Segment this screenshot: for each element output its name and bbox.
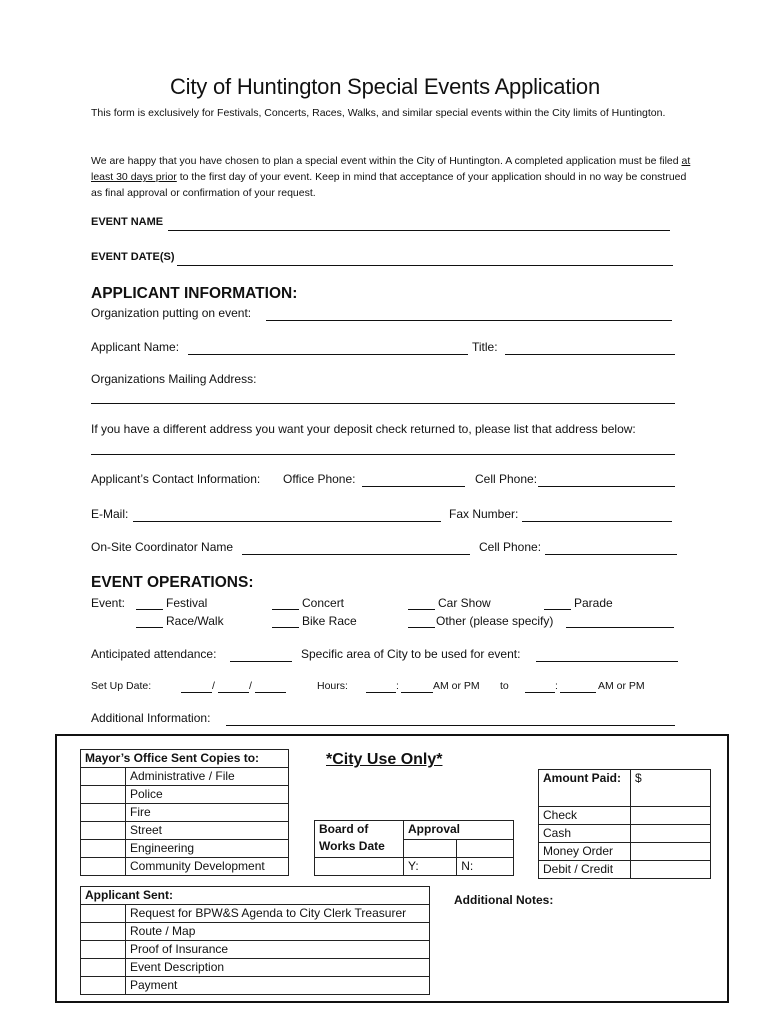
payment-check-cell[interactable] xyxy=(631,825,711,843)
mayor-row-label: Fire xyxy=(126,804,289,822)
concert-checkline[interactable] xyxy=(272,609,299,610)
applicant-info-heading: APPLICANT INFORMATION: xyxy=(91,285,298,302)
approval-label: Approval xyxy=(404,821,514,840)
fax-field[interactable] xyxy=(522,521,672,522)
hours-end-hour-field[interactable] xyxy=(525,692,555,693)
event-name-label: EVENT NAME xyxy=(91,216,164,228)
concert-option: Concert xyxy=(302,596,345,610)
intro-text-b: to the first day of your event. Keep in mind that acceptance of your application should in no way be construed as final approval or confirmation of your request. xyxy=(91,171,687,199)
carshow-option: Car Show xyxy=(438,596,491,610)
applicant-sent-table xyxy=(80,886,430,995)
additional-info-label: Additional Information: xyxy=(91,711,211,725)
onsite-cell-label: Cell Phone: xyxy=(479,540,542,554)
payment-table xyxy=(538,769,711,879)
applicant-name-field[interactable] xyxy=(188,354,468,355)
payment-check-cell[interactable] xyxy=(631,843,711,861)
email-field[interactable] xyxy=(133,521,441,522)
onsite-coordinator-field[interactable] xyxy=(242,554,470,555)
event-operations-heading: EVENT OPERATIONS: xyxy=(91,574,254,591)
mayor-check-cell[interactable] xyxy=(81,786,126,804)
contact-info-label: Applicant’s Contact Information: xyxy=(91,472,261,486)
amount-paid-label: Amount Paid: xyxy=(539,770,631,807)
carshow-checkline[interactable] xyxy=(408,609,435,610)
setup-month-field[interactable] xyxy=(181,692,212,693)
mayor-office-table xyxy=(80,749,289,876)
additional-info-field[interactable] xyxy=(226,725,675,726)
mailing-address-field[interactable] xyxy=(91,403,675,404)
sent-row-label: Request for BPW&S Agenda to City Clerk Treasurer xyxy=(126,905,430,923)
title-label: Title: xyxy=(472,340,498,354)
mayor-check-cell[interactable] xyxy=(81,840,126,858)
onsite-coordinator-label: On-Site Coordinator Name xyxy=(91,540,234,554)
festival-option: Festival xyxy=(166,596,208,610)
page-title: City of Huntington Special Events Application xyxy=(169,74,601,99)
mayor-office-heading: Mayor’s Office Sent Copies to: xyxy=(81,750,289,768)
mayor-row-label: Community Development xyxy=(126,858,289,876)
hours-colon-1: : xyxy=(396,680,399,692)
event-dates-field[interactable] xyxy=(177,265,673,266)
payment-check-cell[interactable] xyxy=(631,807,711,825)
am-pm-2: AM or PM xyxy=(598,680,645,692)
area-field[interactable] xyxy=(536,661,678,662)
approval-no[interactable]: N: xyxy=(457,858,514,876)
sent-row-label: Route / Map xyxy=(126,923,430,941)
mayor-check-cell[interactable] xyxy=(81,804,126,822)
setup-year-field[interactable] xyxy=(255,692,286,693)
amount-paid-field[interactable]: $ xyxy=(631,770,711,807)
sent-row-label: Event Description xyxy=(126,959,430,977)
event-name-field[interactable] xyxy=(168,230,670,231)
approval-blank[interactable] xyxy=(404,839,457,858)
office-phone-label: Office Phone: xyxy=(283,472,356,486)
payment-check-cell[interactable] xyxy=(631,861,711,879)
mayor-row-label: Administrative / File xyxy=(126,768,289,786)
area-label: Specific area of City to be used for event: xyxy=(301,647,521,661)
parade-checkline[interactable] xyxy=(544,609,571,610)
attendance-field[interactable] xyxy=(230,661,292,662)
approval-blank[interactable] xyxy=(457,839,514,858)
applicant-sent-heading: Applicant Sent: xyxy=(81,887,430,905)
city-use-heading: *City Use Only* xyxy=(326,751,443,768)
payment-method: Debit / Credit xyxy=(539,861,631,879)
board-approval-table xyxy=(314,820,514,876)
payment-method: Cash xyxy=(539,825,631,843)
mayor-row-label: Engineering xyxy=(126,840,289,858)
setup-slash-2: / xyxy=(249,680,252,692)
organization-field[interactable] xyxy=(266,320,672,321)
mayor-row-label: Street xyxy=(126,822,289,840)
parade-option: Parade xyxy=(574,596,613,610)
setup-day-field[interactable] xyxy=(218,692,249,693)
mailing-address-label: Organizations Mailing Address: xyxy=(91,372,257,386)
organization-label: Organization putting on event: xyxy=(91,306,252,320)
bikerace-checkline[interactable] xyxy=(272,627,299,628)
sent-check-cell[interactable] xyxy=(81,959,126,977)
intro-deadline: at least 30 days prior xyxy=(91,155,691,183)
intro-text-a: We are happy that you have chosen to plan a special event within the City of Huntington. A completed application must be filed xyxy=(91,155,682,167)
sent-row-label: Payment xyxy=(126,977,430,995)
racewalk-checkline[interactable] xyxy=(136,627,163,628)
sent-check-cell[interactable] xyxy=(81,977,126,995)
sent-check-cell[interactable] xyxy=(81,905,126,923)
setup-date-label: Set Up Date: xyxy=(91,680,152,692)
hours-start-hour-field[interactable] xyxy=(366,692,396,693)
festival-checkline[interactable] xyxy=(136,609,163,610)
mayor-check-cell[interactable] xyxy=(81,858,126,876)
cell-phone-label: Cell Phone: xyxy=(475,472,538,486)
fax-label: Fax Number: xyxy=(449,507,519,521)
hours-colon-2: : xyxy=(555,680,558,692)
hours-label: Hours: xyxy=(317,680,348,692)
deposit-address-field[interactable] xyxy=(91,454,675,455)
board-works-date-label: Board of Works Date xyxy=(315,821,404,858)
to-label: to xyxy=(500,680,509,692)
attendance-label: Anticipated attendance: xyxy=(91,647,217,661)
mayor-check-cell[interactable] xyxy=(81,822,126,840)
email-label: E-Mail: xyxy=(91,507,129,521)
cell-phone-field[interactable] xyxy=(538,486,675,487)
mayor-row-label: Police xyxy=(126,786,289,804)
applicant-name-label: Applicant Name: xyxy=(91,340,180,354)
intro-paragraph-2 xyxy=(91,153,691,201)
other-checkline[interactable] xyxy=(408,627,435,628)
sent-row-label: Proof of Insurance xyxy=(126,941,430,959)
office-phone-field[interactable] xyxy=(362,486,465,487)
other-specify-field[interactable] xyxy=(566,627,674,628)
onsite-cell-field[interactable] xyxy=(545,554,677,555)
sent-check-cell[interactable] xyxy=(81,941,126,959)
deposit-address-label: If you have a different address you want your deposit check returned to, please list that address below: xyxy=(91,422,636,436)
setup-slash-1: / xyxy=(212,680,215,692)
sent-check-cell[interactable] xyxy=(81,923,126,941)
hours-start-min-field[interactable] xyxy=(401,692,433,693)
title-field[interactable] xyxy=(505,354,675,355)
payment-method: Check xyxy=(539,807,631,825)
additional-notes-label: Additional Notes: xyxy=(454,893,554,907)
bikerace-option: Bike Race xyxy=(302,614,357,628)
event-type-label: Event: xyxy=(91,596,126,610)
racewalk-option: Race/Walk xyxy=(166,614,224,628)
intro-paragraph-1: This form is exclusively for Festivals, Concerts, Races, Walks, and similar special events within the City limits of Huntington. xyxy=(91,107,666,119)
approval-yes[interactable]: Y: xyxy=(404,858,457,876)
event-dates-label: EVENT DATE(S) xyxy=(91,251,175,263)
payment-method: Money Order xyxy=(539,843,631,861)
am-pm-1: AM or PM xyxy=(433,680,480,692)
other-option: Other (please specify) xyxy=(436,614,554,628)
mayor-check-cell[interactable] xyxy=(81,768,126,786)
hours-end-min-field[interactable] xyxy=(560,692,596,693)
board-date-blank[interactable] xyxy=(315,858,404,876)
